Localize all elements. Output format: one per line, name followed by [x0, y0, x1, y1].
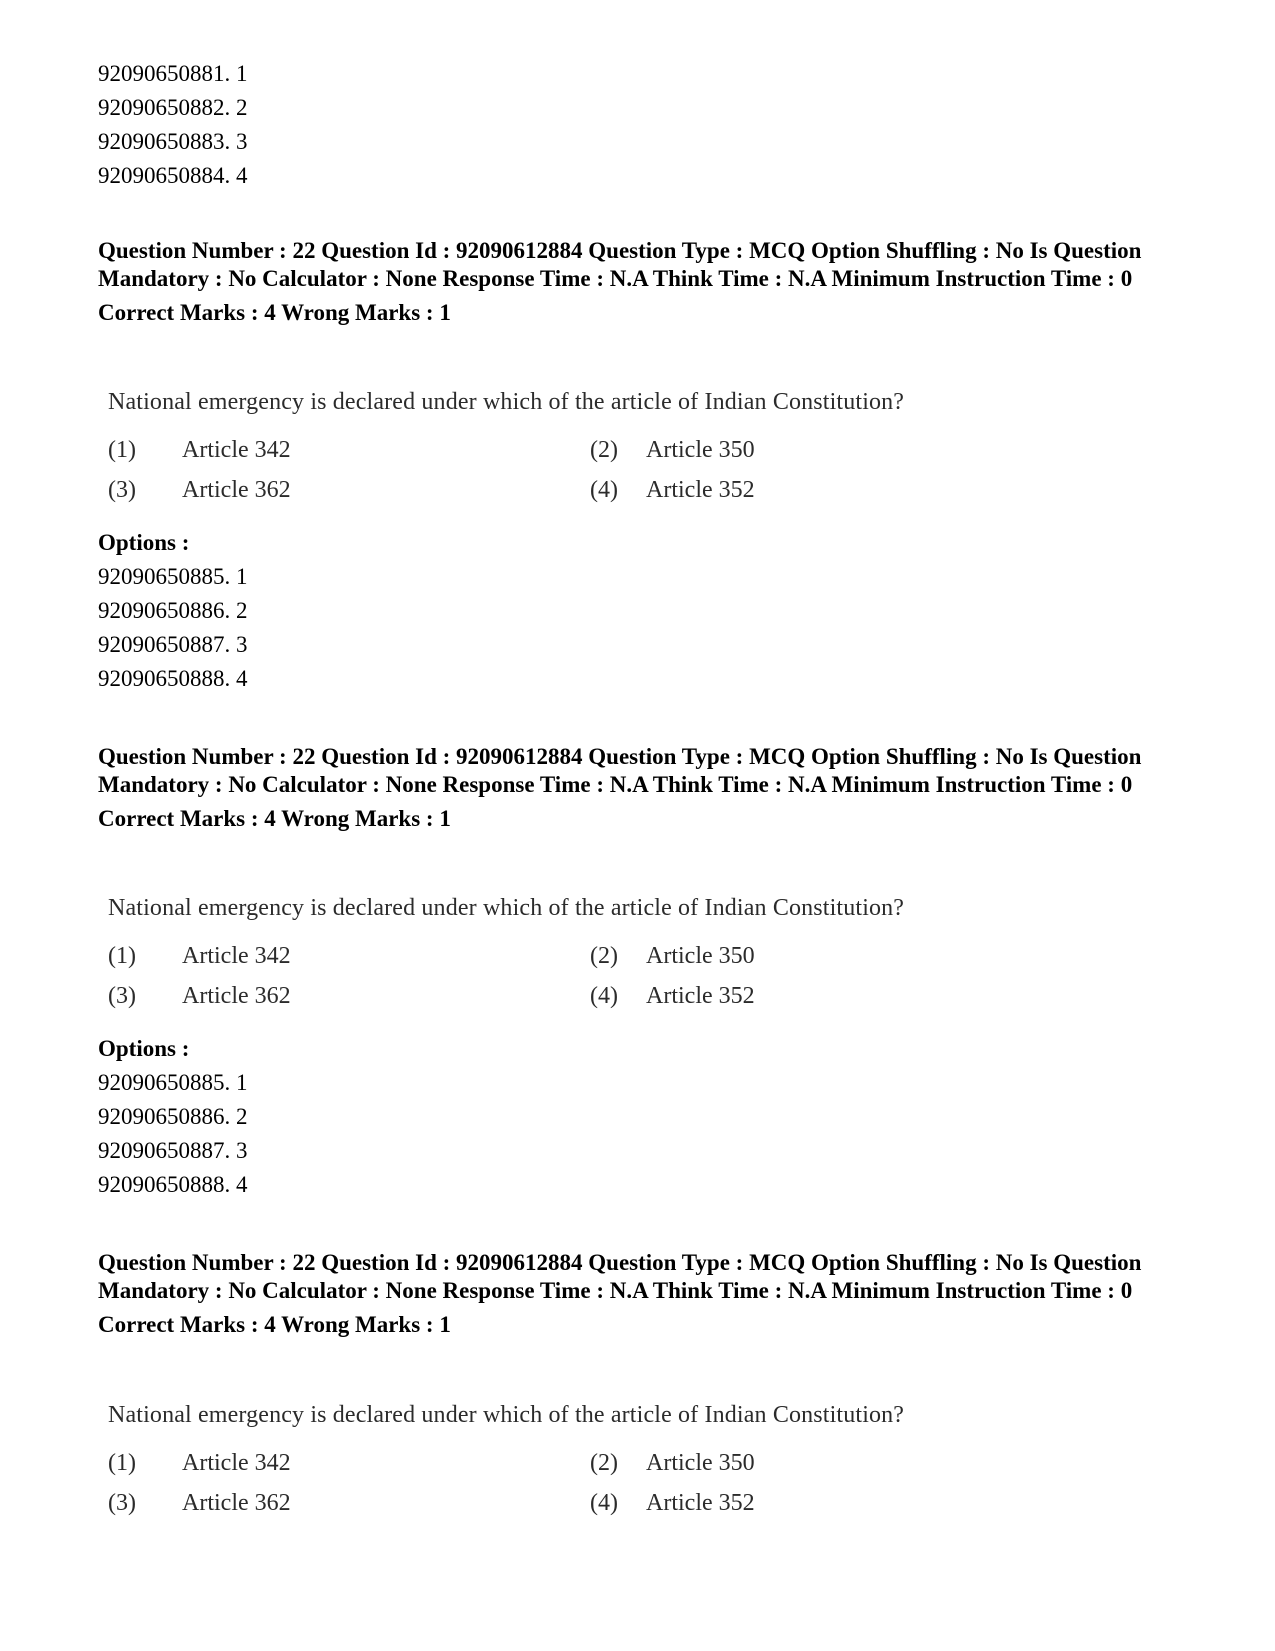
choice-number: (3)	[108, 1490, 136, 1516]
option-line: 92090650883. 3	[98, 129, 248, 154]
option-line: 92090650887. 3	[98, 632, 248, 657]
question-marks: Correct Marks : 4 Wrong Marks : 1	[98, 1312, 451, 1337]
choice-3	[108, 1488, 291, 1518]
question-body-3	[108, 1400, 1068, 1532]
choice-label: Article 350	[646, 1450, 755, 1476]
question-text: National emergency is declared under which of the article of Indian Constitution?	[108, 389, 905, 415]
choice-number: (2)	[590, 437, 618, 463]
options-list-1	[98, 526, 1178, 696]
choice-label: Article 352	[646, 1490, 755, 1516]
question-header-1	[98, 237, 1178, 327]
question-choices	[108, 941, 1068, 1025]
question-text: National emergency is declared under which of the article of Indian Constitution?	[108, 1402, 905, 1428]
option-line: 92090650888. 4	[98, 1172, 248, 1197]
option-line: 92090650887. 3	[98, 1138, 248, 1163]
choice-label: Article 352	[646, 477, 755, 503]
choice-number: (2)	[590, 943, 618, 969]
option-line: 92090650886. 2	[98, 1104, 248, 1129]
choice-label: Article 342	[182, 943, 291, 969]
choice-label: Article 350	[646, 437, 755, 463]
option-line: 92090650881. 1	[98, 61, 248, 86]
choice-number: (1)	[108, 943, 136, 969]
choice-4	[590, 475, 755, 505]
choice-4	[590, 981, 755, 1011]
question-body-2	[108, 893, 1068, 1025]
choice-4	[590, 1488, 755, 1518]
choice-label: Article 362	[182, 983, 291, 1009]
choice-1	[108, 941, 291, 971]
choice-1	[108, 435, 291, 465]
choice-label: Article 342	[182, 1450, 291, 1476]
choice-number: (2)	[590, 1450, 618, 1476]
choice-number: (4)	[590, 1490, 618, 1516]
choice-number: (1)	[108, 437, 136, 463]
choice-3	[108, 475, 291, 505]
choice-label: Article 352	[646, 983, 755, 1009]
option-line: 92090650888. 4	[98, 666, 248, 691]
choice-label: Article 362	[182, 1490, 291, 1516]
question-meta: Question Number : 22 Question Id : 92090612884 Question Type : MCQ Option Shuffling : No Is Question Mandatory : No Calculator : None Response Time : N.A Think Time : N.A Minimum Instruction Time : 0	[98, 238, 1142, 291]
choice-label: Article 342	[182, 437, 291, 463]
question-text: National emergency is declared under which of the article of Indian Constitution?	[108, 895, 905, 921]
question-choices	[108, 435, 1068, 519]
choice-label: Article 362	[182, 477, 291, 503]
choice-number: (3)	[108, 983, 136, 1009]
choice-2	[590, 941, 755, 971]
question-meta: Question Number : 22 Question Id : 92090612884 Question Type : MCQ Option Shuffling : No Is Question Mandatory : No Calculator : None Response Time : N.A Think Time : N.A Minimum Instruction Time : 0	[98, 1250, 1142, 1303]
choice-number: (4)	[590, 477, 618, 503]
choice-number: (1)	[108, 1450, 136, 1476]
question-meta: Question Number : 22 Question Id : 92090612884 Question Type : MCQ Option Shuffling : No Is Question Mandatory : No Calculator : None Response Time : N.A Think Time : N.A Minimum Instruction Time : 0	[98, 744, 1142, 797]
choice-1	[108, 1448, 291, 1478]
options-label: Options :	[98, 530, 190, 555]
question-header-2	[98, 743, 1178, 833]
option-line: 92090650882. 2	[98, 95, 248, 120]
option-line: 92090650885. 1	[98, 564, 248, 589]
question-marks: Correct Marks : 4 Wrong Marks : 1	[98, 300, 451, 325]
question-body-1	[108, 387, 1068, 519]
question-marks: Correct Marks : 4 Wrong Marks : 1	[98, 806, 451, 831]
choice-number: (3)	[108, 477, 136, 503]
option-line: 92090650886. 2	[98, 598, 248, 623]
option-line: 92090650884. 4	[98, 163, 248, 188]
choice-2	[590, 1448, 755, 1478]
options-label: Options :	[98, 1036, 190, 1061]
choice-number: (4)	[590, 983, 618, 1009]
choice-3	[108, 981, 291, 1011]
options-list-2	[98, 1032, 1178, 1202]
choice-2	[590, 435, 755, 465]
choice-label: Article 350	[646, 943, 755, 969]
question-choices	[108, 1448, 1068, 1532]
question-header-3	[98, 1249, 1178, 1339]
option-line: 92090650885. 1	[98, 1070, 248, 1095]
top-options-list	[98, 57, 1178, 193]
